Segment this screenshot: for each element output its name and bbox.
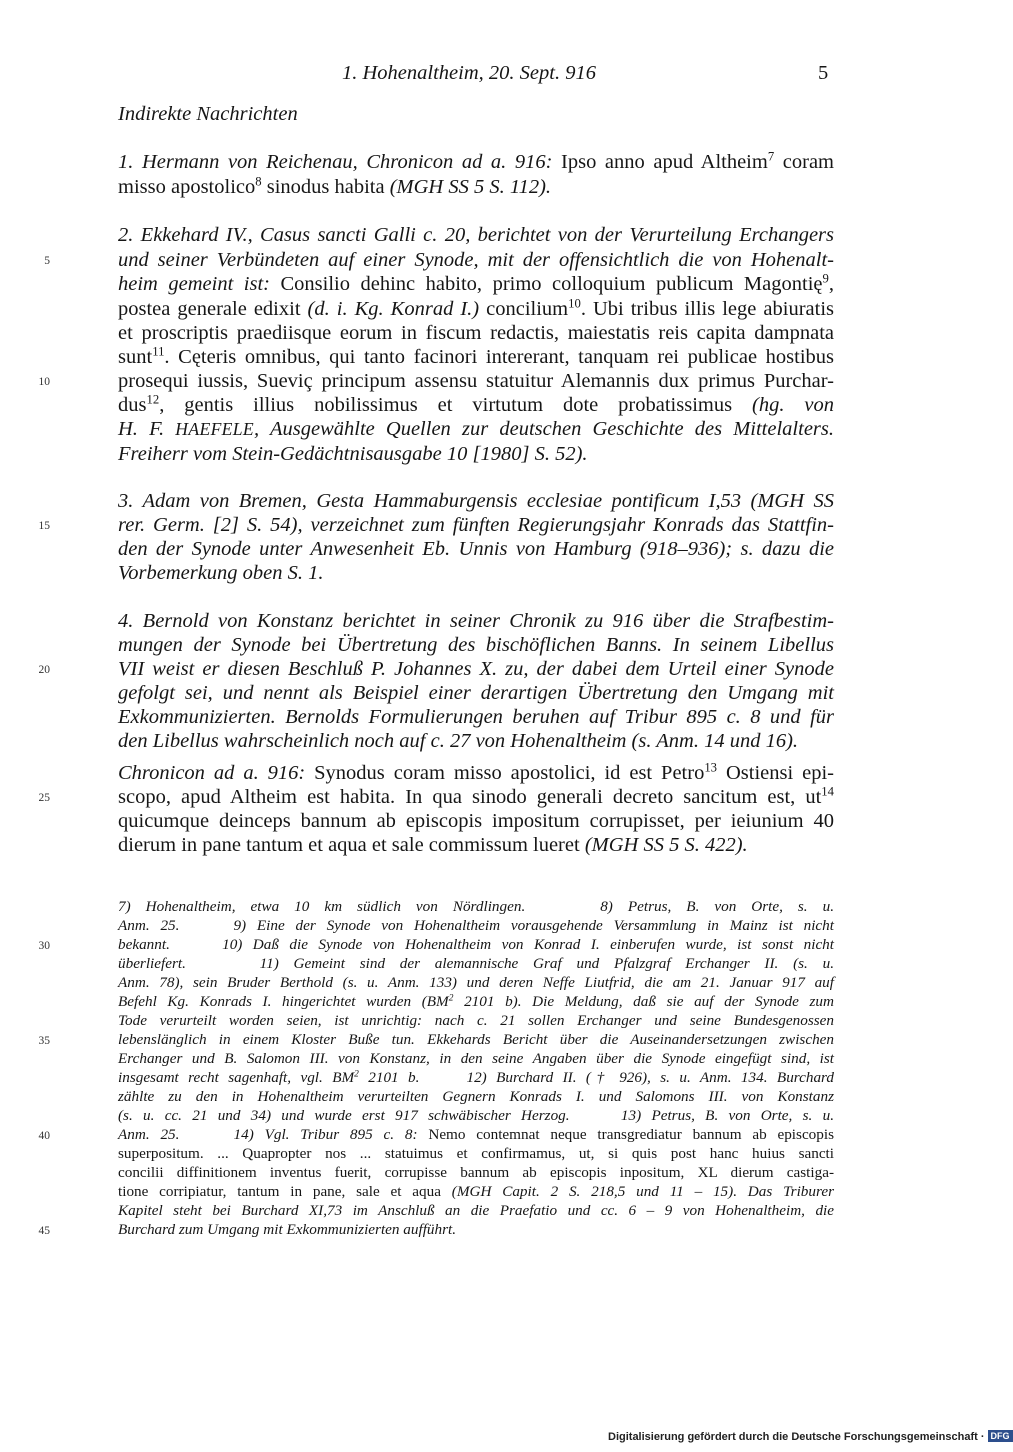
footnote-line: (s. u. cc. 21 und 34) und wurde erst 917 schwäbischer Herzog. 13) Petrus, B. von Orte, s. u. <box>118 1107 834 1124</box>
footnote-line: insgesamt recht sagenhaft, vgl. $BM^2$ 2101 b. 12) Burchard II. († 926), s. u. Anm. 134. Burchard <box>118 1069 834 1086</box>
text-line: quicumque deinceps bannum ab episcopis impositum corrupisset, per ieiunium 40 <box>118 810 834 832</box>
running-title: 1. Hohenaltheim, 20. Sept. 916 <box>342 62 596 84</box>
text-line: dus$^{12}$, gentis illius nobilissimus et virtutum dote probatissimus (hg. von <box>118 392 834 416</box>
text-line: postea generale edixit (d. i. Kg. Konrad I.) concilium$^{10}$. Ubi tribus illis lege abiuratis <box>118 296 834 320</box>
text-line: Exkommunizierten. Bernolds Formulierungen beruhen auf Tribur 895 c. 8 und für <box>118 706 834 728</box>
text-line: mungen der Synode bei Übertretung des bischöflichen Banns. In seinem Libellus <box>118 634 834 656</box>
text-line: et proscriptis praediisque eorum in fiscum redactis, maiestatis reis capita dampnata <box>118 322 834 344</box>
text-line: misso apostolico$^8$ sinodus habita (MGH SS 5 S. 112). <box>118 174 552 198</box>
text-line: scopo, apud Altheim est habita. In qua sinodo generali decreto sancitum est, $ut^{14}$ <box>118 784 834 808</box>
page-number: 5 <box>818 62 829 84</box>
text-line: 3. Adam von Bremen, Gesta Hammaburgensis ecclesiae pontificum I,53 (MGH SS <box>118 490 834 512</box>
text-line: 2. Ekkehard IV., Casus sancti Galli c. 20, berichtet von der Verurteilung Erchangers <box>118 224 834 246</box>
line-number: 5 <box>44 255 50 267</box>
text-line: den der Synode unter Anwesenheit Eb. Unnis von Hamburg (918–936); s. dazu die <box>118 538 834 560</box>
text-line: 4. Bernold von Konstanz berichtet in seiner Chronik zu 916 über die Strafbestim- <box>118 610 834 632</box>
section-heading: Indirekte Nachrichten <box>118 103 298 125</box>
footnote-line: superpositum. ... Quapropter nos ... statuimus et confirmamus, ut, si quis post hanc huius sancti <box>118 1145 834 1162</box>
text-line: H. F. HAEFELE, Ausgewählte Quellen zur deutschen Geschichte des Mittelalters. <box>118 418 834 440</box>
footnote-line: Kapitel steht bei Burchard XI,73 im Anschluß an die Praefatio und cc. 6 – 9 von Hohenaltheim, die <box>118 1202 834 1219</box>
text-line: prosequi iussis, Sueviç principum assensu statuitur Alemannis dux primus Purchar- <box>118 370 834 392</box>
footnote-line: Erchanger und B. Salomon III. von Konstanz, in den seine Angaben über die Synode eingefügt sind, ist <box>118 1050 834 1067</box>
line-number: 15 <box>38 520 50 532</box>
footnote-line: tione corripiatur, tantum in pane, sale et aqua (MGH Capit. 2 S. 218,5 und 11 – 15). Das Triburer <box>118 1183 834 1200</box>
footnote-line: 7) Hohenaltheim, etwa 10 km südlich von Nördlingen. 8) Petrus, B. von Orte, s. u. <box>118 898 834 915</box>
text-line: Vorbemerkung oben S. 1. <box>118 562 324 584</box>
footnote-line: zählte zu den in Hohenaltheim verurteilten Gegnern Konrads I. und Salomons III. von Konstanz <box>118 1088 834 1105</box>
footnote-line: Burchard zum Umgang mit Exkommunizierten aufführt. <box>118 1221 457 1238</box>
text-line: und seiner Verbündeten auf einer Synode, mit der offensichtlich die von Hohenalt- <box>118 249 834 271</box>
text-line: heim gemeint ist: Consilio dehinc habito, primo colloquium publicum Magontię$^9$, <box>118 271 834 295</box>
footnote-line: bekannt. 10) Daß die Synode von Hohenaltheim von Konrad I. einberufen wurde, ist sonst nicht <box>118 936 834 953</box>
text-line: rer. Germ. [2] S. 54), verzeichnet zum fünften Regierungsjahr Konrads das Stattfin- <box>118 514 834 536</box>
text-line: dierum in pane tantum et aqua et sale commissum lueret (MGH SS 5 S. 422). <box>118 834 748 856</box>
footnote-line: überliefert. 11) Gemeint sind der alemannische Graf und Pfalzgraf Erchanger II. (s. u. <box>118 955 834 972</box>
line-number: 30 <box>38 940 50 952</box>
line-number: 35 <box>38 1035 50 1047</box>
dfg-logo-icon: DFG <box>988 1430 1013 1442</box>
footnote-line: concilii diffinitionem inventus fuerit, corrupisse bannum ab episcopis inpositum, XL dierum castiga- <box>118 1164 834 1181</box>
line-number: 40 <box>38 1130 50 1142</box>
digitization-credit <box>608 1430 1013 1443</box>
footnote-line: Anm. 25. 9) Eine der Synode von Hohenaltheim vorausgehende Versammlung in Mainz ist nicht <box>118 917 834 934</box>
footnote-line: Befehl Kg. Konrads I. hingerichtet wurden ($BM^2$ 2101 b). Die Meldung, daß sie auf der Synode zum <box>118 993 834 1010</box>
text-line: Chronicon ad a. 916: Synodus coram misso apostolici, id est Petro$^{13}$ Ostiensi epi- <box>118 760 834 784</box>
text-line: Freiherr vom Stein-Gedächtnisausgabe 10 [1980] S. 52). <box>118 443 588 465</box>
footnote-line: Anm. 78), sein Bruder Berthold (s. u. Anm. 133) und deren Neffe Liutfrid, die am 21. Januar 917 auf <box>118 974 834 991</box>
line-number: 20 <box>38 664 50 676</box>
text-line: den Libellus wahrscheinlich noch auf c. 27 von Hohenaltheim (s. Anm. 14 und 16). <box>118 730 799 752</box>
line-number: 45 <box>38 1225 50 1237</box>
text-line: sunt$^{11}$. Cęteris omnibus, qui tanto facinori intererant, tanquam rei publicae hostibus <box>118 344 834 368</box>
credit-text: Digitalisierung gefördert durch die Deutsche Forschungsgemeinschaft · <box>608 1431 985 1443</box>
footnote-line: Anm. 25. 14) Vgl. Tribur 895 c. 8: Nemo contemnat neque transgrediatur bannum ab episcopis <box>118 1126 834 1143</box>
line-number: 10 <box>38 376 50 388</box>
text-line: 1. Hermann von Reichenau, Chronicon ad a. 916: Ipso anno apud Altheim$^7$ coram <box>118 149 834 173</box>
footnote-line: Tode verurteilt worden seien, ist unrichtig: nach c. 21 sollen Erchanger und seine Bundesgenossen <box>118 1012 834 1029</box>
text-line: gefolgt sei, und nennt als Beispiel einer derartigen Übertretung den Umgang mit <box>118 682 834 704</box>
line-number: 25 <box>38 792 50 804</box>
footnote-line: lebenslänglich in einem Kloster Buße tun. Ekkehards Bericht über die Auseinandersetzungen zwischen <box>118 1031 834 1048</box>
text-line: VII weist er diesen Beschluß P. Johannes X. zu, der dabei dem Urteil einer Synode <box>118 658 834 680</box>
